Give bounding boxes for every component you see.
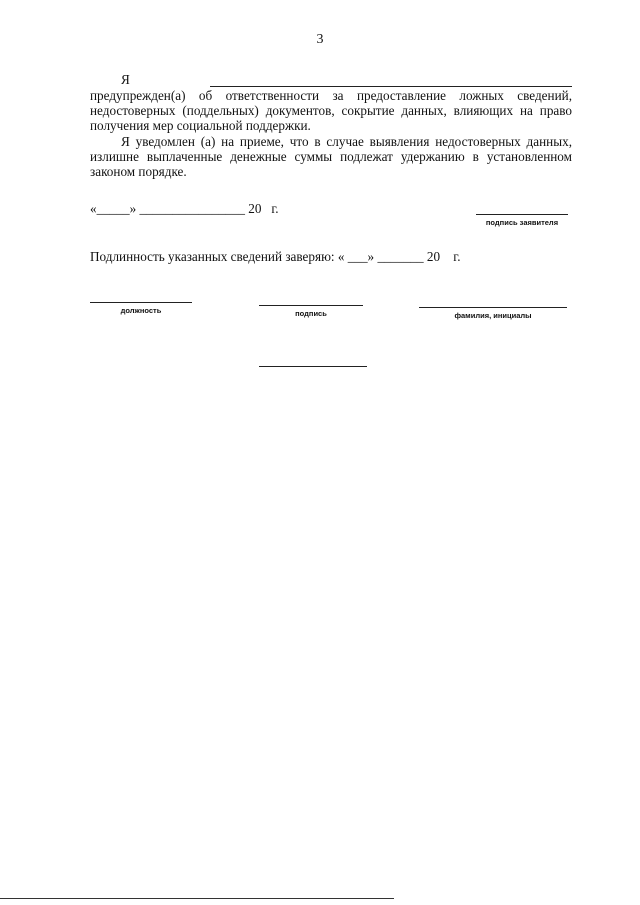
full-name-caption: фамилия, инициалы bbox=[454, 311, 532, 320]
notice-line-1: Я уведомлен (а) на приеме, что в случае выявления недостоверных данных, bbox=[121, 134, 572, 149]
declarant-pronoun: Я bbox=[121, 72, 130, 87]
declarant-name-blank bbox=[210, 86, 572, 87]
official-signature-line bbox=[259, 305, 363, 306]
blank-line bbox=[259, 366, 367, 367]
applicant-date-field: «_____» ________________ 20 г. bbox=[90, 201, 279, 216]
applicant-signature-line bbox=[476, 214, 568, 215]
full-name-line bbox=[419, 307, 567, 308]
notice-line-2: излишне выплаченные денежные суммы подлежат удержанию в установленном bbox=[90, 149, 572, 164]
notice-paragraph bbox=[90, 134, 572, 179]
declaration-line-3: получения мер социальной поддержки. bbox=[90, 118, 311, 133]
applicant-signature-caption: подпись заявителя bbox=[485, 218, 559, 227]
certification-statement: Подлинность указанных сведений заверяю: « ___» _______ 20 г. bbox=[90, 249, 461, 264]
declarant-name-line bbox=[90, 72, 572, 88]
page-number: 3 bbox=[316, 32, 324, 47]
declaration-paragraph bbox=[90, 72, 572, 133]
position-caption: должность bbox=[120, 306, 162, 315]
official-signature-caption: подпись bbox=[295, 309, 327, 318]
footer-rule bbox=[0, 898, 394, 899]
position-line bbox=[90, 302, 192, 303]
declaration-line-2: недостоверных (поддельных) документов, сокрытие данных, влияющих на право bbox=[90, 103, 572, 118]
declaration-line-1: предупрежден(а) об ответственности за предоставление ложных сведений, bbox=[90, 88, 572, 103]
notice-line-3: законом порядке. bbox=[90, 164, 187, 179]
